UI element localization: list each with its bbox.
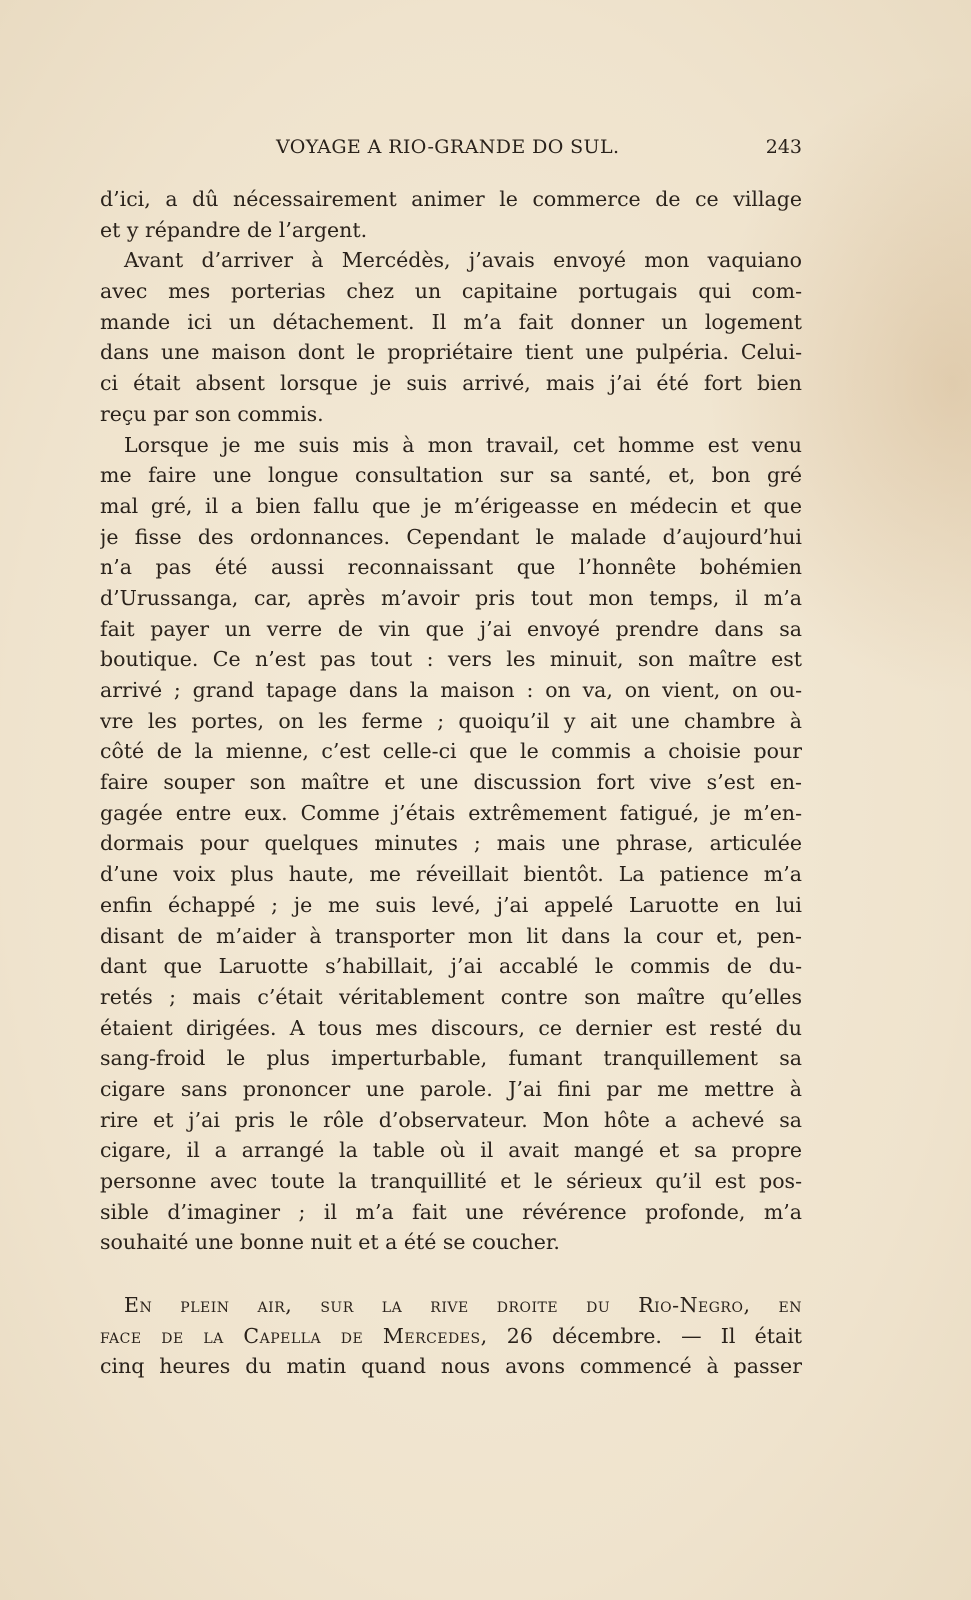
- text-line: sang-froid le plus imperturbable, fumant tranquillement sa: [100, 1046, 802, 1071]
- text-line: me faire une longue consultation sur sa santé, et, bon gré: [100, 463, 802, 488]
- text-line: faire souper son maître et une discussion fort vive s’est en-: [100, 770, 802, 795]
- text-line: boutique. Ce n’est pas tout : vers les minuit, son maître est: [100, 647, 802, 672]
- text-line: enfin échappé ; je me suis levé, j’ai appelé Laruotte en lui: [100, 892, 802, 917]
- running-title: VOYAGE A RIO-GRANDE DO SUL.: [276, 136, 620, 158]
- text-line: étaient dirigées. A tous mes discours, ce dernier est resté du: [100, 1015, 802, 1040]
- text-line: d’Urussanga, car, après m’avoir pris tout mon temps, il m’a: [100, 585, 802, 610]
- text-line: Avant d’arriver à Mercédès, j’avais envoyé mon vaquiano: [124, 248, 802, 273]
- text-line: cigare, il a arrangé la table où il avait mangé et sa propre: [100, 1138, 802, 1163]
- text-line: et y répandre de l’argent.: [100, 217, 368, 242]
- text-line: je fisse des ordonnances. Cependant le malade d’aujourd’hui: [100, 524, 802, 549]
- text-line: vre les portes, on les ferme ; quoiqu’il y ait une chambre à: [100, 708, 802, 733]
- text-line: fait payer un verre de vin que j’ai envoyé prendre dans sa: [100, 616, 802, 641]
- text-line: d’ici, a dû nécessairement animer le commerce de ce village: [100, 187, 802, 211]
- text-line: personne avec toute la tranquillité et le sérieux qu’il est pos-: [100, 1169, 802, 1193]
- text-line: dant que Laruotte s’habillait, j’ai accablé le commis de du-: [100, 954, 802, 979]
- text-line: n’a pas été aussi reconnaissant que l’honnête bohémien: [100, 555, 802, 580]
- text-line: ci était absent lorsque je suis arrivé, mais j’ai été fort bien: [100, 371, 802, 396]
- text-line: dormais pour quelques minutes ; mais une phrase, articulée: [100, 831, 802, 856]
- text-line: souhaité une bonne nuit et a été se coucher.: [100, 1230, 560, 1255]
- text-line: retés ; mais c’était véritablement contre son maître qu’elles: [100, 984, 802, 1009]
- text-line: arrivé ; grand tapage dans la maison : on va, on vient, on ou-: [100, 678, 802, 702]
- text-line: côté de la mienne, c’est celle-ci que le commis a choisie pour: [100, 739, 802, 764]
- section-heading-continued: [100, 1321, 802, 1352]
- text-line: mande ici un détachement. Il m’a fait donner un logement: [100, 309, 802, 334]
- text-line: cinq heures du matin quand nous avons commencé à passer: [100, 1354, 802, 1379]
- body-text: [100, 184, 802, 1382]
- text-line: disant de m’aider à transporter mon lit dans la cour et, pen-: [100, 923, 802, 948]
- text-line: sible d’imaginer ; il m’a fait une révérence profonde, m’a: [100, 1199, 802, 1224]
- text-line: avec mes porterias chez un capitaine portugais qui com-: [100, 279, 802, 304]
- text-line: rire et j’ai pris le rôle d’observateur. Mon hôte a achevé sa: [100, 1107, 802, 1132]
- text-line: reçu par son commis.: [100, 401, 324, 426]
- text-line: cigare sans prononcer une parole. J’ai fini par me mettre à: [100, 1076, 802, 1101]
- text-line: Lorsque je me suis mis à mon travail, cet homme est venu: [124, 432, 802, 457]
- section-heading: En plein air, sur la rive droite du Rio-Negro, en: [124, 1293, 802, 1318]
- text-line: dans une maison dont le propriétaire tient une pulpéria. Celui-: [100, 340, 802, 365]
- page-header: [100, 136, 802, 164]
- text-line: d’une voix plus haute, me réveillait bientôt. La patience m’a: [100, 862, 802, 887]
- text-line: mal gré, il a bien fallu que je m’érigeasse en médecin et que: [100, 493, 802, 518]
- section-heading-place: face de la Capella de Mercedes,: [100, 1323, 488, 1348]
- text-line: gagée entre eux. Comme j’étais extrêmement fatigué, je m’en-: [100, 800, 802, 825]
- section-date: 26 décembre. — Il était: [487, 1323, 802, 1348]
- page-number: 243: [765, 136, 802, 158]
